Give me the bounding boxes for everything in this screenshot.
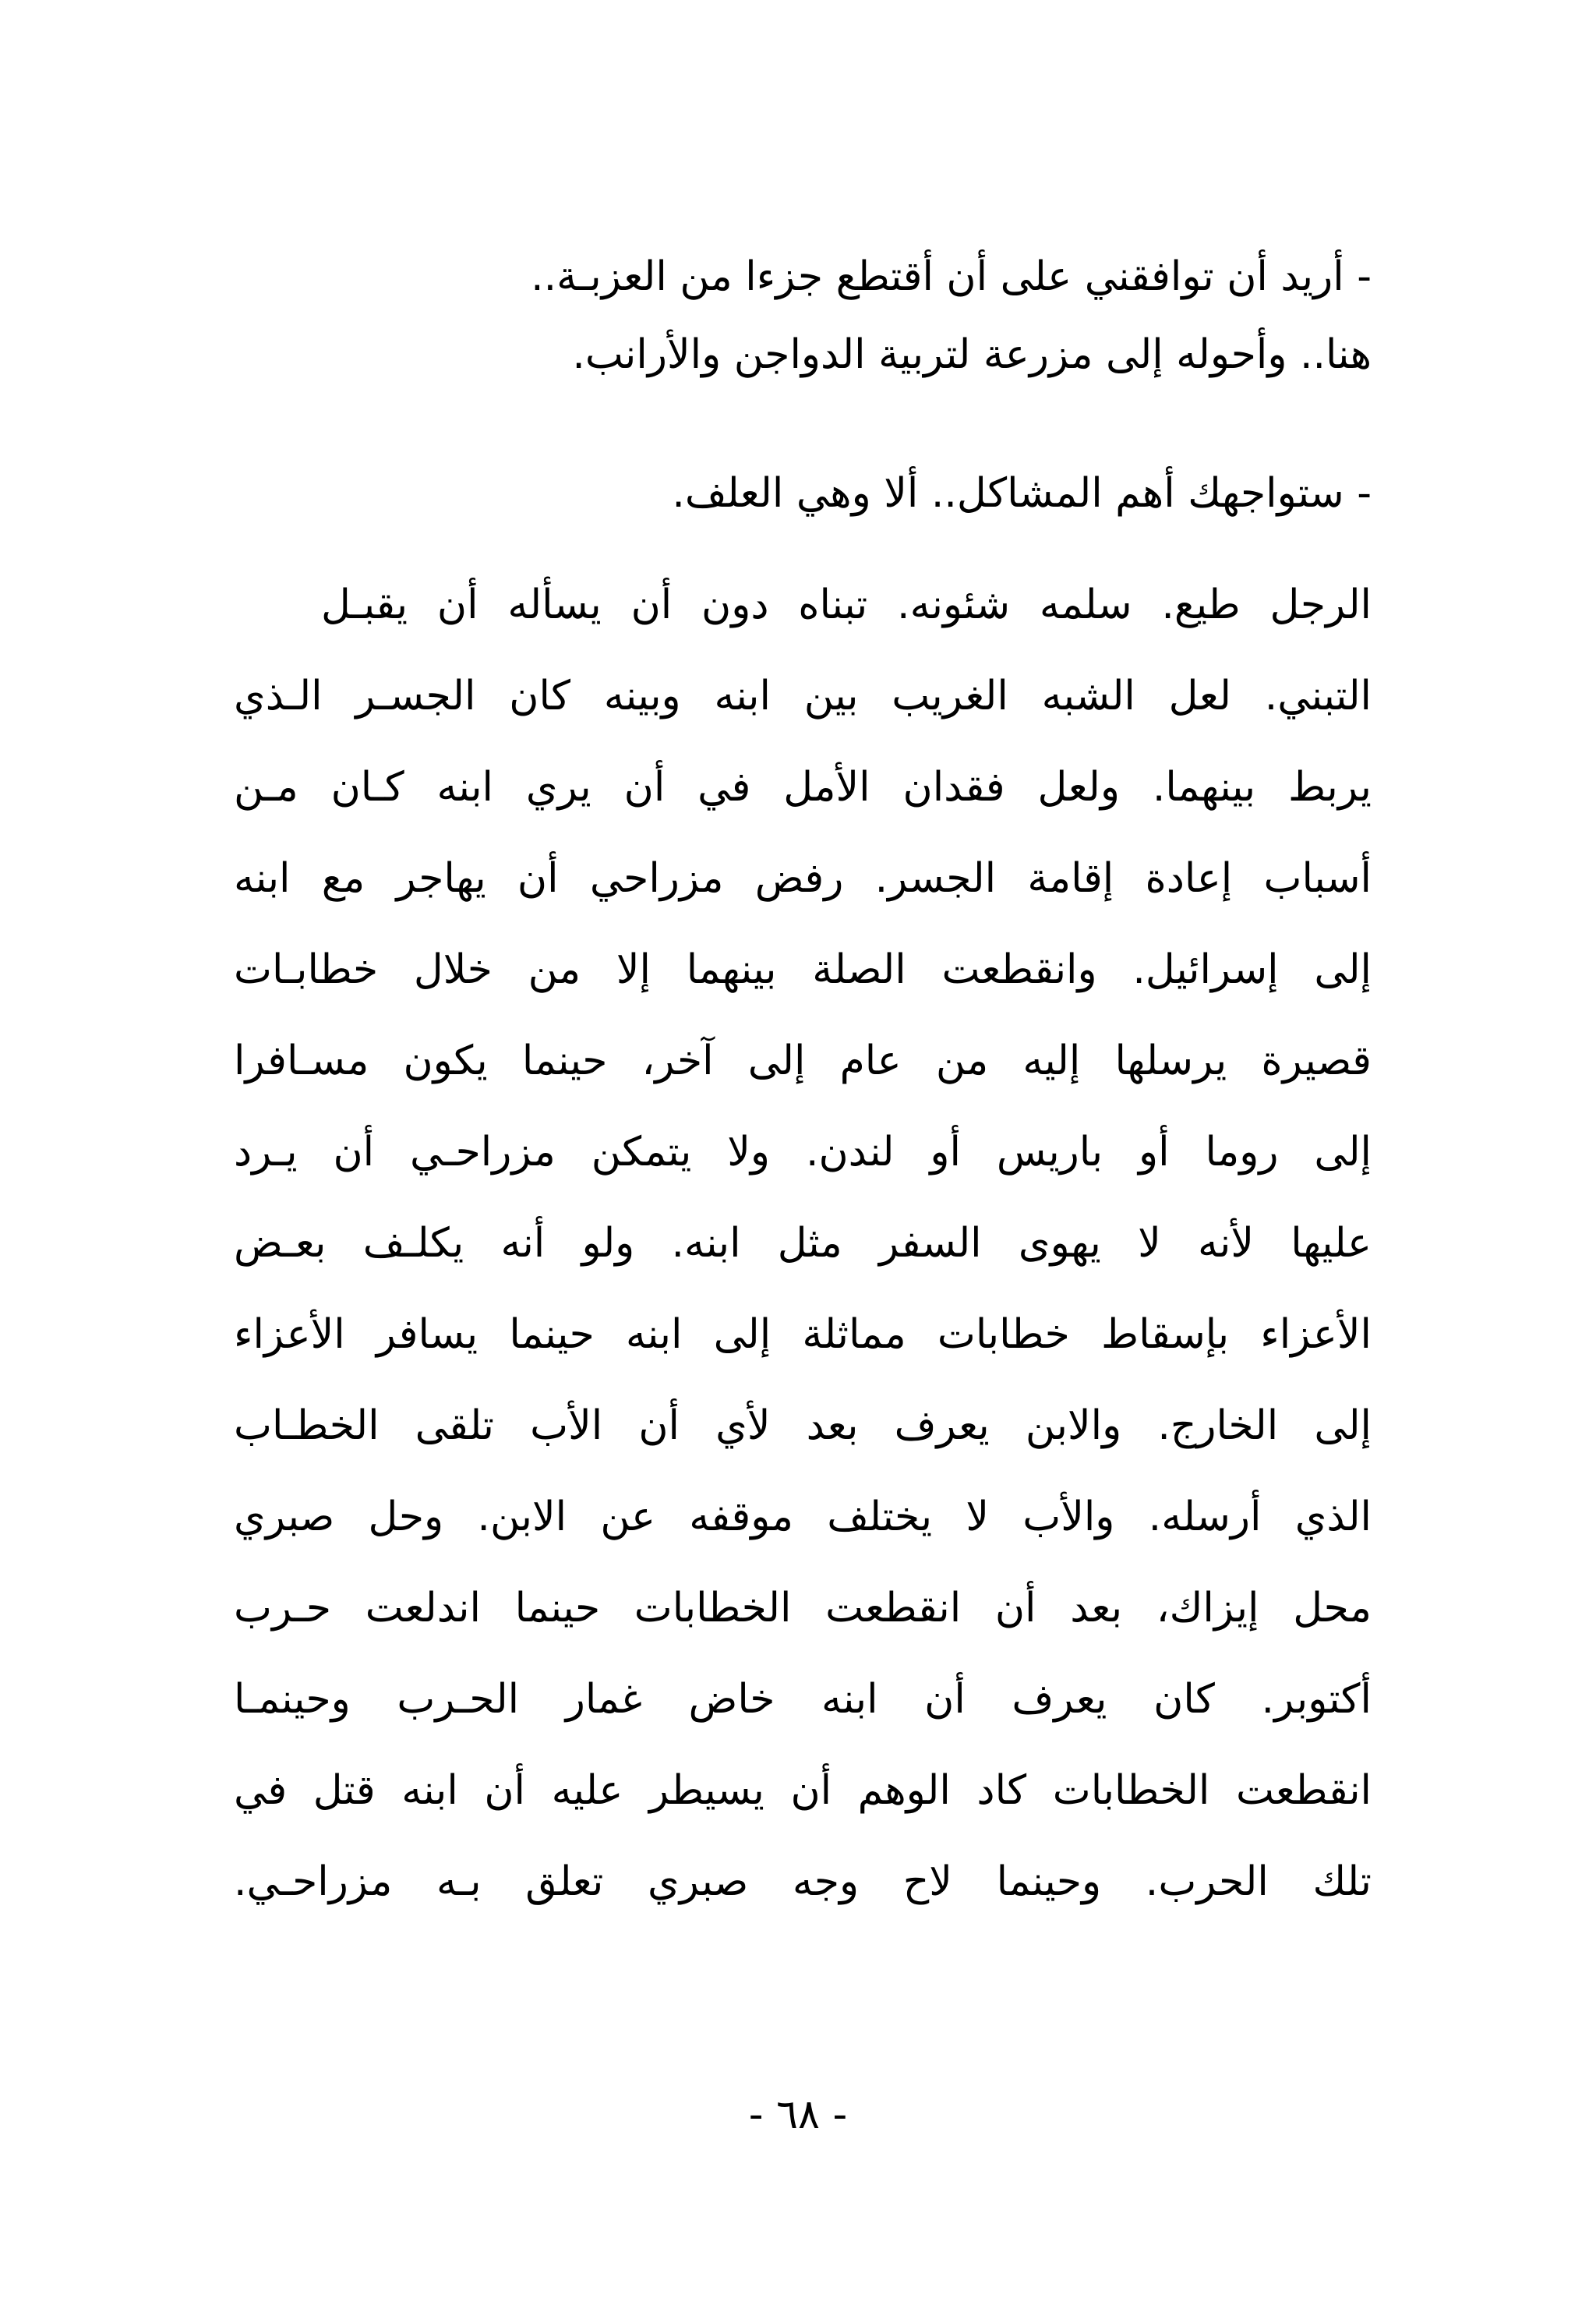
paragraph-line: أسباب إعادة إقامة الجسر. رفض مزراحي أن يهاجر مع ابنه xyxy=(234,855,1372,902)
paragraph-line: أكتوبر. كان يعرف أن ابنه خاض غمار الحـرب وحينمـا xyxy=(234,1676,1372,1723)
dialogue-line: - ستواجهك أهم المشاكل.. ألا وهي العلف. xyxy=(672,470,1372,517)
paragraph-line: محل إيزاك، بعد أن انقطعت الخطابات حينما اندلعت حـرب xyxy=(234,1585,1372,1632)
paragraph-line: الرجل طيع. سلمه شئونه. تبناه دون أن يسأله أن يقبـل xyxy=(321,582,1372,628)
paragraph-line: الأعزاء بإسقاط خطابات مماثلة إلى ابنه حينما يسافر الأعزاء xyxy=(234,1311,1372,1358)
paragraph-line: انقطعت الخطابات كاد الوهم أن يسيطر عليه أن ابنه قتل في xyxy=(234,1767,1372,1814)
paragraph-line: إلى إسرائيل. وانقطعت الصلة بينهما إلا من خلال خطابـات xyxy=(234,946,1372,993)
paragraph-line: التبني. لعل الشبه الغريب بين ابنه وبينه كان الجسـر الـذي xyxy=(234,673,1372,719)
dialogue-line: هنا.. وأحوله إلى مزرعة لتربية الدواجن والأرانب. xyxy=(572,331,1372,378)
paragraph-line: إلى الخارج. والابن يعرف بعد لأي أن الأب تلقى الخطـاب xyxy=(234,1402,1372,1449)
paragraph-line: يربط بينهما. ولعل فقدان الأمل في أن يري ابنه كـان مـن xyxy=(234,764,1372,811)
paragraph-line: إلى روما أو باريس أو لندن. ولا يتمكن مزراحـي أن يـرد xyxy=(234,1129,1372,1175)
paragraph-line: الذي أرسله. والأب لا يختلف موقفه عن الابن. وحل صبري xyxy=(234,1494,1372,1540)
paragraph-line: تلك الحرب. وحينما لاح وجه صبري تعلق بـه مزراحـي. xyxy=(234,1858,1372,1905)
paragraph-line: قصيرة يرسلها إليه من عام إلى آخر، حينما يكون مسـافرا xyxy=(234,1038,1372,1084)
paragraph-line: عليها لأنه لا يهوى السفر مثل ابنه. ولو أنه يكلـف بعـض xyxy=(234,1220,1372,1267)
page-number: - ٦٨ - xyxy=(748,2091,848,2138)
dialogue-line: - أريد أن توافقني على أن أقتطع جزءا من العزبـة.. xyxy=(531,253,1372,300)
